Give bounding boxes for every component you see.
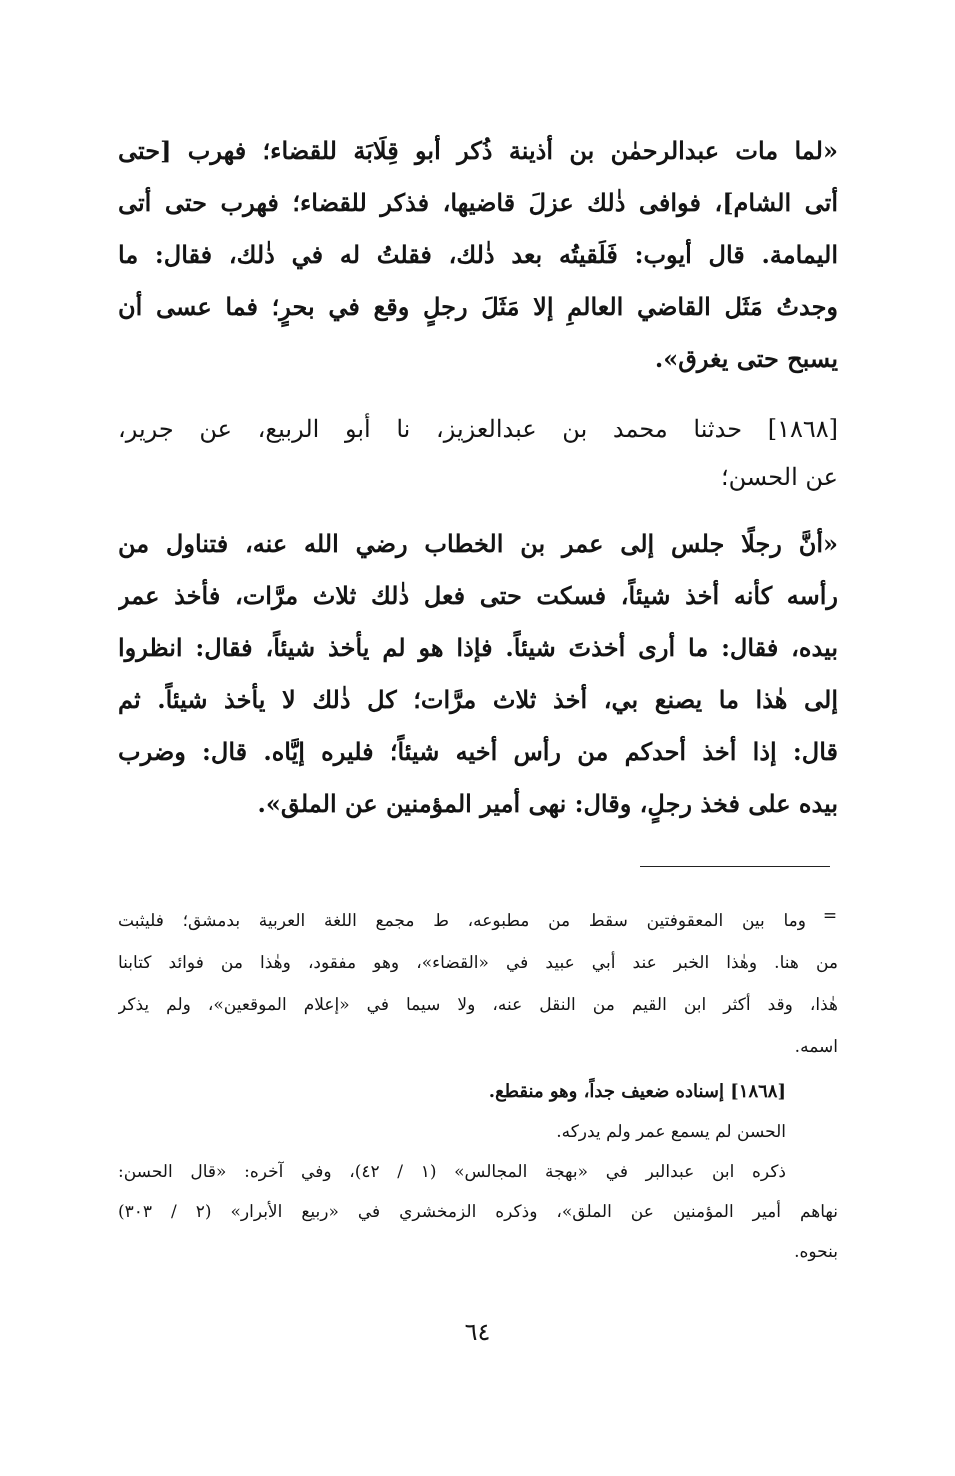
text-line: بيده على فخذ رجلٍ، وقال: نهى أمير المؤمنين عن الملق». [257, 789, 838, 818]
footnote-continuation-marker: = [822, 906, 838, 926]
text-line: عن الحسن؛ [721, 463, 838, 491]
footnote-line: ذكره ابن عبدالبر في «بهجة المجالس» (١ / ٤٢)، وفي آخره: «قال الحسن: [118, 1162, 786, 1182]
isnad-1868 [118, 405, 838, 501]
footnote-line: من هنا. وهٰذا الخبر عند أبي عبيد في «القضاء»، وهو مفقود، وهٰذا من فوائد كتابنا [118, 953, 838, 973]
main-paragraph-2 [118, 518, 838, 830]
text-line: اليمامة. قال أيوب: فَلَقيتُه بعد ذٰلك، فقلتُ له في ذٰلك، فقال: ما [118, 240, 838, 269]
footnote-line: وما بين المعقوفتين سقط من مطبوعه، ط مجمع اللغة العربية بدمشق؛ فليثبت [118, 911, 806, 931]
footnote-line: الحسن لم يسمع عمر ولم يدركه. [556, 1122, 786, 1142]
text-line: رأسه كأنه أخذ شيئاً، فسكت حتى فعل ذٰلك ثلاث مرَّات، فأخذ عمر [118, 581, 838, 610]
footnote-separator [640, 866, 830, 867]
footnote-1868 [118, 1072, 838, 1272]
footnote-line: اسمه. [794, 1037, 838, 1057]
page-number: ٦٤ [464, 1318, 491, 1346]
text-line: «أنَّ رجلًا جلس إلى عمر بن الخطاب رضي الله عنه، فتناول من [118, 529, 838, 558]
footnote-continuation [118, 900, 838, 1068]
text-line: قال: إذا أخذ أحدكم من رأس أخيه شيئاً؛ فليره إيَّاه. قال: وضرب [118, 737, 838, 766]
footnote-line: نهاهم أمير المؤمنين عن الملق»، وذكره الزمخشري في «ربيع الأبرار» (٢ / ٣٠٣) [118, 1202, 838, 1222]
text-line: «لما مات عبدالرحمٰن بن أذينة ذُكر أبو قِلَابَة للقضاء؛ فهرب [حتى [118, 136, 838, 165]
footnote-line: هٰذا، وقد أكثر ابن القيم من النقل عنه، ولا سيما في «إعلام الموقعين»، ولم يذكر [118, 995, 838, 1015]
main-paragraph-1 [118, 125, 838, 385]
text-line: يسبح حتى يغرق». [654, 344, 838, 373]
text-line: بيده، فقال: ما أرى أخذتَ شيئاً. فإذا هو لم يأخذ شيئاً، فقال: انظروا [118, 633, 838, 662]
footnote-line: بنحوه. [794, 1242, 838, 1262]
text-line: أتى الشام]، فوافى ذٰلك عزلَ قاضيها، فذكر للقضاء؛ فهرب حتى أتى [118, 188, 838, 217]
text-line: إلى هٰذا ما يصنع بي، أخذ ثلاث مرَّات؛ كل ذٰلك لا يأخذ شيئاً. ثم [118, 685, 838, 714]
text-line: [١٨٦٨] حدثنا محمد بن عبدالعزيز، نا أبو الربيع، عن جرير، [118, 415, 838, 443]
footnote-heading: [١٨٦٨] إسناده ضعيف جداً، وهو منقطع. [488, 1081, 786, 1102]
text-line: وجدتُ مَثَل القاضي العالمِ إلا مَثَلَ رجلٍ وقع في بحرٍ؛ فما عسى أن [118, 292, 838, 321]
